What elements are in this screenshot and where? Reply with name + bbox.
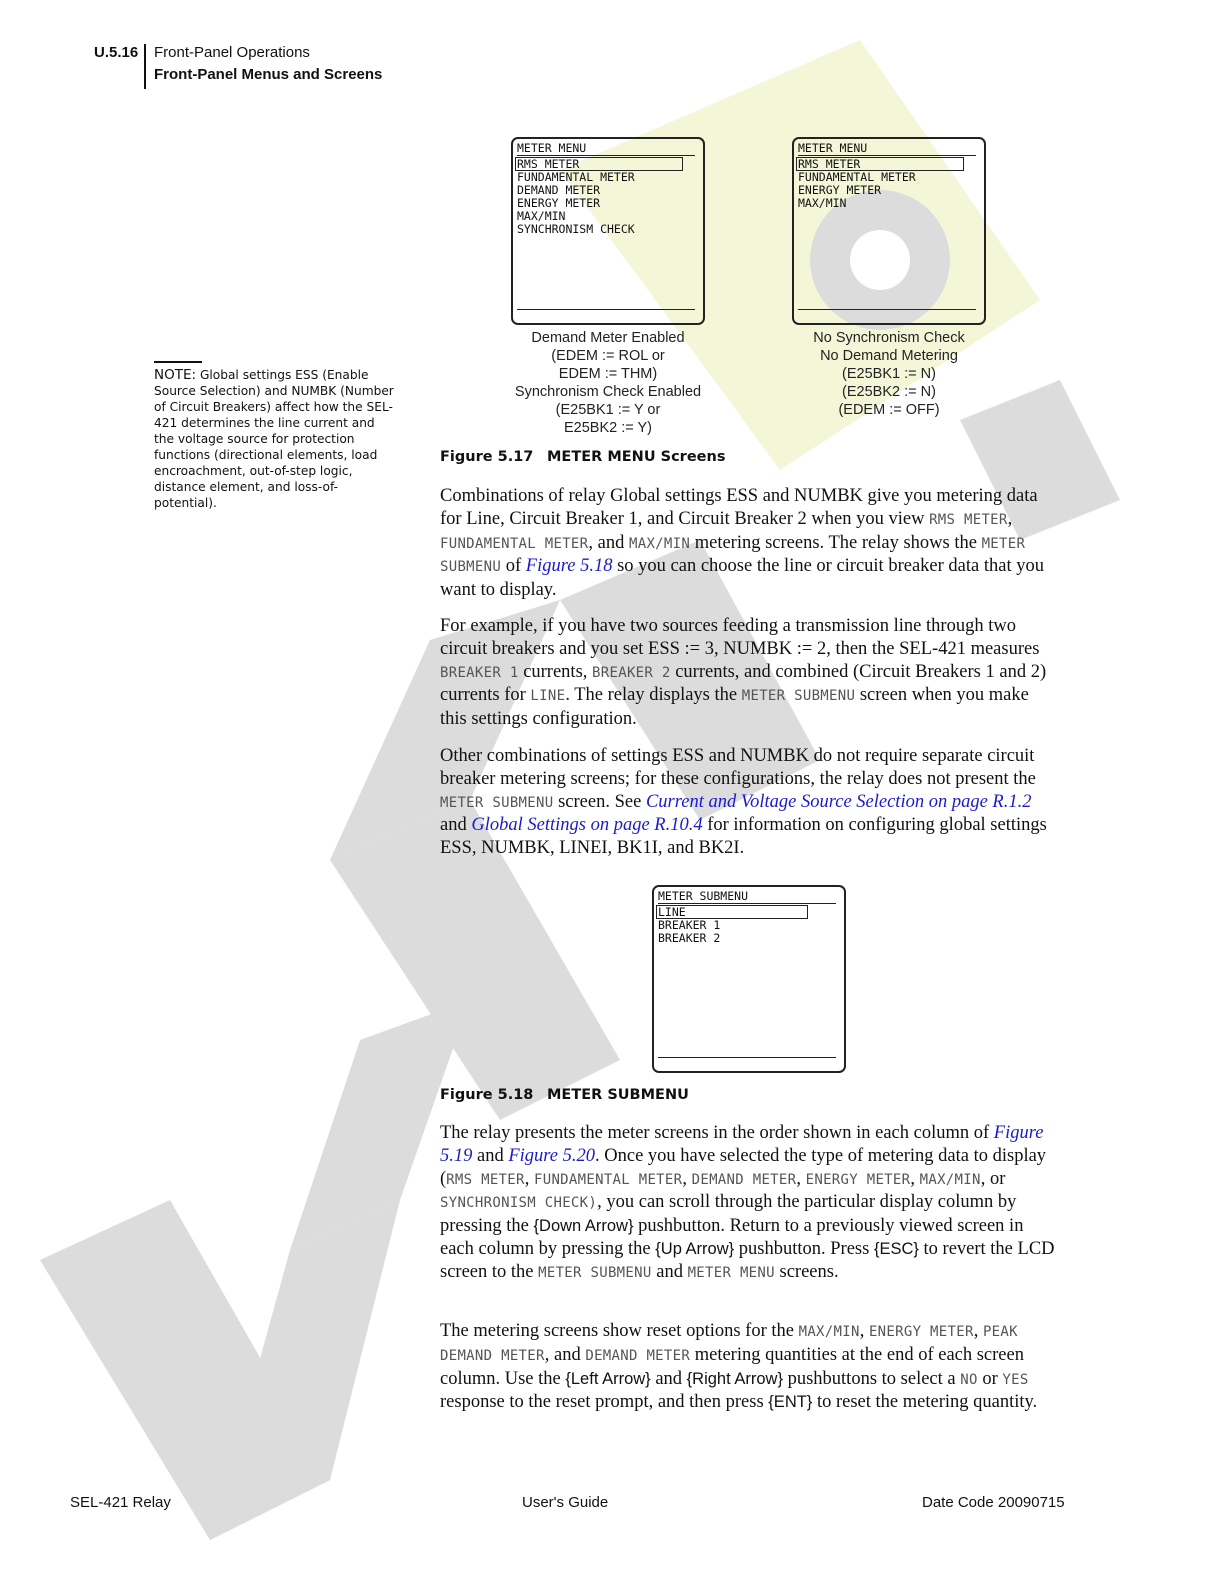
section-number: U.5.16 xyxy=(94,44,139,61)
text: , or xyxy=(980,1168,1006,1189)
text: , xyxy=(859,1321,869,1341)
footer-date-code: Date Code 20090715 xyxy=(922,1494,1065,1511)
screen-name: MAX/MIN xyxy=(798,1324,860,1340)
pushbutton-name: {Down Arrow} xyxy=(533,1217,634,1236)
caption-line: No Demand Metering xyxy=(820,348,958,364)
figure-title: METER MENU Screens xyxy=(547,449,726,465)
lcd-item: RMS METER xyxy=(517,157,580,171)
text: currents, xyxy=(518,661,593,682)
header-divider xyxy=(144,44,146,89)
screen-name: DEMAND METER xyxy=(585,1347,691,1364)
lcd-item-list xyxy=(517,158,635,236)
caption-line: EDEM := THM) xyxy=(558,366,658,382)
screen-name: MAX/MIN xyxy=(628,535,691,552)
chapter-title: Front-Panel Operations xyxy=(154,44,310,61)
screen-name: METER SUBMENU xyxy=(538,1264,652,1281)
pushbutton-name: {Up Arrow} xyxy=(655,1239,735,1258)
caption-line: (EDEM := OFF) xyxy=(838,402,940,418)
screen-name: LINE xyxy=(530,688,566,705)
caption-line: Demand Meter Enabled xyxy=(531,330,685,346)
screen-name: NO xyxy=(960,1371,978,1388)
text: , and xyxy=(588,532,629,553)
caption-line: E25BK2 := Y) xyxy=(564,420,652,436)
link-current-voltage-source-selection[interactable]: Current and Voltage Source Selection on page R.1.2 xyxy=(645,791,1032,812)
lcd-item: SYNCHRONISM CHECK xyxy=(517,222,635,236)
lcd-bottom-line xyxy=(798,309,976,310)
text: The metering screens show reset options for the xyxy=(440,1321,799,1341)
screen-name: RMS METER xyxy=(446,1171,525,1188)
paragraph-1 xyxy=(440,485,1060,602)
lcd-item: MAX/MIN xyxy=(798,196,847,210)
text: pushbutton. Return to a previously viewed screen in each column by pressing the xyxy=(440,1216,1024,1259)
lcd-bottom-line xyxy=(658,1057,836,1058)
pushbutton-name: {Right Arrow} xyxy=(686,1369,783,1388)
paragraph-4 xyxy=(440,1122,1060,1285)
lcd-item: LINE xyxy=(658,905,686,919)
lcd-item: DEMAND METER xyxy=(517,183,601,197)
text: , xyxy=(524,1168,534,1189)
pushbutton-name: {ESC} xyxy=(873,1239,919,1258)
text: Other combinations of settings ESS and NUMBK do not require separate circuit breaker metering screens; for these configurations, the relay does not present the xyxy=(440,746,1036,789)
text: , xyxy=(910,1168,920,1189)
paragraph-5 xyxy=(440,1320,1060,1414)
lcd-title-underline xyxy=(517,155,695,156)
text: screen when you make this settings configuration. xyxy=(440,685,1029,730)
paragraph-3 xyxy=(440,745,1060,860)
text: of xyxy=(501,556,526,577)
text: , xyxy=(1007,508,1013,529)
lcd-item-list xyxy=(798,158,916,210)
screen-name: MAX/MIN xyxy=(919,1171,981,1188)
paragraph-2 xyxy=(440,615,1060,731)
link-figure-5-18[interactable]: Figure 5.18 xyxy=(525,556,613,577)
lcd-screen-meter-menu-full xyxy=(511,137,705,325)
text: so you can choose the line or circuit breaker data that you want to display. xyxy=(440,556,1044,601)
screen-name: METER MENU xyxy=(687,1264,775,1281)
screen-name: DEMAND METER xyxy=(691,1171,797,1188)
text: , you can scroll through the particular display column by pressing the xyxy=(440,1192,1017,1237)
text: or xyxy=(977,1368,1003,1389)
screen-name: PEAK DEMAND METER xyxy=(440,1324,1018,1364)
caption-right-screen xyxy=(777,329,1001,419)
screen-name: METER SUBMENU xyxy=(440,794,554,811)
text: pushbutton. Press xyxy=(734,1238,874,1259)
caption-line: (EDEM := ROL or xyxy=(551,348,665,364)
lcd-screen-meter-menu-reduced xyxy=(792,137,986,325)
caption-line: (E25BK1 := Y or xyxy=(555,402,661,418)
lcd-item: MAX/MIN xyxy=(517,209,566,223)
text: . Once you have selected the type of metering data to display ( xyxy=(440,1145,1047,1189)
caption-line: (E25BK2 := N) xyxy=(842,384,936,400)
figure-caption-5-18 xyxy=(440,1087,689,1103)
text: . The relay displays the xyxy=(565,685,742,706)
text: , xyxy=(796,1168,806,1189)
note-rule xyxy=(154,361,202,363)
lcd-bottom-line xyxy=(517,309,695,310)
lcd-title: METER SUBMENU xyxy=(658,889,749,903)
screen-name: METER SUBMENU xyxy=(440,535,1026,576)
lcd-item: BREAKER 1 xyxy=(658,918,721,932)
lcd-item-list xyxy=(658,906,720,945)
screen-name: RMS METER xyxy=(929,511,1008,528)
link-figure-5-19[interactable]: Figure 5.19 xyxy=(440,1123,1044,1166)
text: pushbuttons to select a xyxy=(782,1368,961,1389)
figure-number: Figure 5.17 xyxy=(440,449,534,465)
text: Combinations of relay Global settings ESS and NUMBK give you metering data for Line, Circuit Breaker 1, and Circuit Breaker 2 when you view xyxy=(440,486,1038,529)
text: to revert the LCD screen to the xyxy=(440,1238,1055,1282)
text: and xyxy=(650,1368,687,1389)
caption-line: (E25BK1 := N) xyxy=(842,366,936,382)
text: metering screens. The relay shows the xyxy=(690,532,982,553)
lcd-title-underline xyxy=(658,903,836,904)
screen-name: BREAKER 2 xyxy=(592,664,671,681)
screen-name: ENERGY METER xyxy=(868,1324,974,1340)
caption-line: Synchronism Check Enabled xyxy=(514,384,702,400)
text: and xyxy=(472,1145,509,1166)
text: For example, if you have two sources feeding a transmission line through two circuit breakers and you set ESS := 3, NUMBK := 2, then the SEL-421 measures xyxy=(440,616,1040,659)
pushbutton-name: {ENT} xyxy=(768,1393,813,1412)
text: , xyxy=(973,1321,983,1341)
pushbutton-name: {Left Arrow} xyxy=(565,1369,651,1388)
text: and xyxy=(651,1261,688,1282)
screen-name: SYNCHRONISM CHECK) xyxy=(440,1195,598,1212)
lcd-item: ENERGY METER xyxy=(517,196,601,210)
caption-line: No Synchronism Check xyxy=(813,330,965,346)
lcd-title: METER MENU xyxy=(517,141,587,155)
text: and xyxy=(440,815,472,836)
text: The relay presents the meter screens in the order shown in each column of xyxy=(440,1123,994,1143)
screen-name: ENERGY METER xyxy=(805,1171,911,1188)
text: , and xyxy=(544,1344,586,1365)
lcd-item: RMS METER xyxy=(798,157,861,171)
caption-left-screen xyxy=(496,329,720,437)
lcd-item: ENERGY METER xyxy=(798,183,882,197)
footer-guide: User's Guide xyxy=(522,1494,609,1511)
link-figure-5-20[interactable]: Figure 5.20 xyxy=(508,1145,596,1166)
text: screen. See xyxy=(553,791,646,812)
note-label: NOTE: xyxy=(154,367,197,383)
lcd-item: FUNDAMENTAL METER xyxy=(517,170,635,184)
section-title: Front-Panel Menus and Screens xyxy=(154,66,383,83)
figure-title: METER SUBMENU xyxy=(547,1087,689,1103)
text: to reset the metering quantity. xyxy=(812,1392,1038,1413)
screen-name: FUNDAMENTAL METER xyxy=(440,535,589,552)
lcd-title: METER MENU xyxy=(798,141,868,155)
note-block xyxy=(154,367,394,511)
lcd-title-underline xyxy=(798,155,976,156)
text: metering quantities at the end of each screen column. Use the xyxy=(440,1344,1024,1389)
figure-number: Figure 5.18 xyxy=(440,1087,534,1103)
text: , xyxy=(682,1168,692,1189)
text: for information on configuring global settings ESS, NUMBK, LINEI, BK1I, and BK2I. xyxy=(440,815,1047,859)
lcd-item: BREAKER 2 xyxy=(658,931,721,945)
figure-caption-5-17 xyxy=(440,449,725,465)
lcd-screen-meter-submenu xyxy=(652,885,846,1073)
screen-name: YES xyxy=(1002,1371,1029,1388)
text: currents, and combined (Circuit Breakers 1 and 2) currents for xyxy=(440,661,1047,706)
footer-product: SEL-421 Relay xyxy=(70,1494,171,1511)
text: response to the reset prompt, and then press xyxy=(440,1392,769,1413)
lcd-item: FUNDAMENTAL METER xyxy=(798,170,916,184)
screen-name: METER SUBMENU xyxy=(741,688,856,705)
screen-name: FUNDAMENTAL METER xyxy=(533,1171,683,1188)
link-global-settings[interactable]: Global Settings on page R.10.4 xyxy=(471,815,703,836)
note-text: Global settings ESS (Enable Source Selection) and NUMBK (Number of Circuit Breakers) affect how the SEL-421 determines the line current and the voltage source for protection functions (directional elements, load encroachment, out-of-step logic, distance element, and loss-of-potential). xyxy=(154,368,394,510)
screen-name: BREAKER 1 xyxy=(440,664,519,681)
text: screens. xyxy=(774,1261,839,1282)
